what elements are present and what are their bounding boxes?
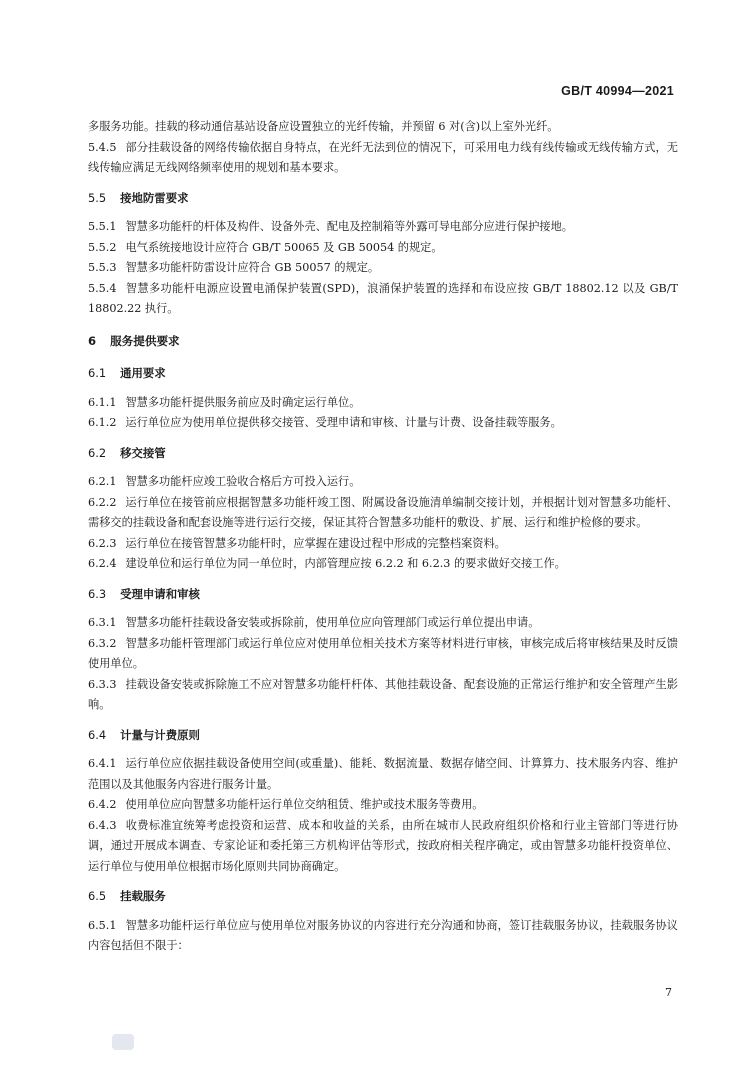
clause-number: 6.3.1 [88, 616, 117, 629]
clause-paragraph [88, 258, 678, 279]
clause-text: 智慧多功能杆管理部门或运行单位应对使用单位相关技术方案等材料进行审核，审核完成后将审核结果及时反馈使用单位。 [88, 636, 678, 670]
section-heading [88, 188, 678, 209]
clause-number: 5.5.2 [88, 240, 117, 254]
clause-text: 智慧多功能杆运行单位应与使用单位对服务协议的内容进行充分沟通和协商，签订挂载服务协议，挂载服务协议内容包括但不限于： [88, 918, 678, 952]
heading-title: 计量与计费原则 [120, 727, 200, 742]
clause-text: 电气系统接地设计应符合 GB/T 50065 及 GB 50054 的规定。 [125, 240, 443, 254]
clause-number: 5.5.1 [88, 220, 117, 233]
clause-text: 智慧多功能杆挂载设备安装或拆除前，使用单位应向管理部门或运行单位提出申请。 [125, 616, 540, 629]
clause-text: 部分挂载设备的网络传输依据自身特点，在光纤无法到位的情况下，可采用电力线有线传输或无线传输方式，无线传输应满足无线网络频率使用的规划和基本要求。 [88, 140, 678, 174]
clause-paragraph [88, 279, 678, 320]
clause-number: 6.2.2 [88, 495, 117, 509]
clause-number: 6.1.2 [88, 416, 117, 429]
clause-paragraph [88, 117, 678, 138]
clause-text: 运行单位应依据挂载设备使用空间(或重量)、能耗、数据流量、数据存储空间、计算算力、技术服务内容、维护范围以及其他服务内容进行服务计量。 [88, 757, 678, 791]
clause-text: 智慧多功能杆提供服务前应及时确定运行单位。 [125, 395, 361, 409]
heading-number: 6 [88, 333, 97, 348]
clause-paragraph [88, 217, 678, 238]
clause-number: 6.2.1 [88, 475, 117, 488]
chapter-heading [88, 331, 678, 352]
clause-text: 运行单位在接管智慧多功能杆时，应掌握在建设过程中形成的完整档案资料。 [125, 536, 506, 550]
clause-paragraph [88, 675, 678, 716]
clause-paragraph [88, 613, 678, 634]
clause-number: 6.3.2 [88, 636, 117, 650]
clause-text: 智慧多功能杆防雷设计应符合 GB 50057 的规定。 [125, 261, 380, 274]
clause-paragraph [88, 795, 678, 816]
clause-number: 6.4.3 [88, 818, 117, 832]
section-heading [88, 363, 678, 384]
heading-number: 6.3 [88, 586, 107, 601]
heading-number: 6.5 [88, 889, 107, 903]
clause-number: 5.5.4 [88, 281, 117, 295]
clause-text: 收费标准宜统筹考虑投资和运营、成本和收益的关系，由所在城市人民政府组织价格和行业主管部门等进行协调，通过开展成本调查、专家论证和委托第三方机构评估等形式，按政府相关程序确定，或由智慧多功能杆投资单位、运行单位与使用单位根据市场化原则共同协商确定。 [88, 818, 678, 873]
clause-number: 5.5.3 [88, 261, 117, 274]
heading-title: 移交接管 [120, 445, 166, 460]
heading-title: 服务提供要求 [110, 333, 180, 348]
heading-number: 6.4 [88, 727, 107, 742]
heading-number: 6.2 [88, 445, 107, 460]
clause-number: 6.5.1 [88, 918, 117, 932]
heading-number: 5.5 [88, 190, 107, 205]
clause-paragraph [88, 413, 678, 434]
section-heading [88, 886, 678, 907]
section-heading [88, 584, 678, 605]
clause-text: 使用单位应向智慧多功能杆运行单位交纳租赁、维护或技术服务等费用。 [125, 798, 484, 811]
clause-paragraph [88, 816, 678, 878]
clause-text: 建设单位和运行单位为同一单位时，内部管理应按 6.2.2 和 6.2.3 的要求做好交接工作。 [125, 557, 566, 570]
clause-paragraph [88, 634, 678, 675]
clause-paragraph [88, 393, 678, 414]
clause-paragraph [88, 916, 678, 957]
clause-paragraph [88, 493, 678, 534]
clause-text: 智慧多功能杆的杆体及构件、设备外壳、配电及控制箱等外露可导电部分应进行保护接地。 [125, 220, 573, 233]
clause-number: 6.4.2 [88, 798, 117, 811]
clause-number: 6.3.3 [88, 677, 117, 691]
clause-text: 运行单位在接管前应根据智慧多功能杆竣工图、附属设备设施清单编制交接计划，并根据计划对智慧多功能杆、需移交的挂载设备和配套设施等进行运行交接，保证其符合智慧多功能杆的敷设、扩展、运行和维护检修的要求。 [88, 495, 678, 529]
clause-paragraph [88, 472, 678, 493]
clause-paragraph [88, 238, 678, 259]
heading-title: 受理申请和审核 [120, 586, 200, 601]
clause-number: 6.2.4 [88, 557, 117, 570]
section-heading [88, 725, 678, 746]
clause-paragraph [88, 534, 678, 555]
clause-text: 多服务功能。挂载的移动通信基站设备应设置独立的光纤传输，并预留 6 对(含)以上室外光纤。 [88, 120, 559, 133]
clause-number: 6.4.1 [88, 757, 117, 770]
clause-text: 智慧多功能杆应竣工验收合格后方可投入运行。 [125, 475, 361, 488]
clause-number: 5.4.5 [88, 140, 117, 154]
clause-number: 6.2.3 [88, 536, 117, 550]
heading-title: 通用要求 [120, 366, 166, 380]
clause-text: 运行单位应为使用单位提供移交接管、受理申请和审核、计量与计费、设备挂载等服务。 [125, 416, 562, 429]
section-heading [88, 443, 678, 464]
clause-text: 智慧多功能杆电源应设置电涌保护装置(SPD)，浪涌保护装置的选择和布设应按 GB/T 18802.12 以及 GB/T 18802.22 执行。 [88, 281, 678, 315]
heading-number: 6.1 [88, 366, 107, 380]
standard-number: GB/T 40994—2021 [561, 84, 674, 98]
page-number: 7 [665, 986, 672, 999]
clause-paragraph [88, 554, 678, 575]
heading-title: 接地防雷要求 [120, 190, 189, 205]
document-body [88, 117, 678, 957]
clause-paragraph [88, 754, 678, 795]
clause-number: 6.1.1 [88, 395, 117, 409]
clause-paragraph [88, 138, 678, 179]
clause-text: 挂载设备安装或拆除施工不应对智慧多功能杆杆体、其他挂载设备、配套设施的正常运行维护和安全管理产生影响。 [88, 677, 678, 711]
watermark-logo-icon [112, 1034, 134, 1050]
heading-title: 挂载服务 [120, 889, 166, 903]
